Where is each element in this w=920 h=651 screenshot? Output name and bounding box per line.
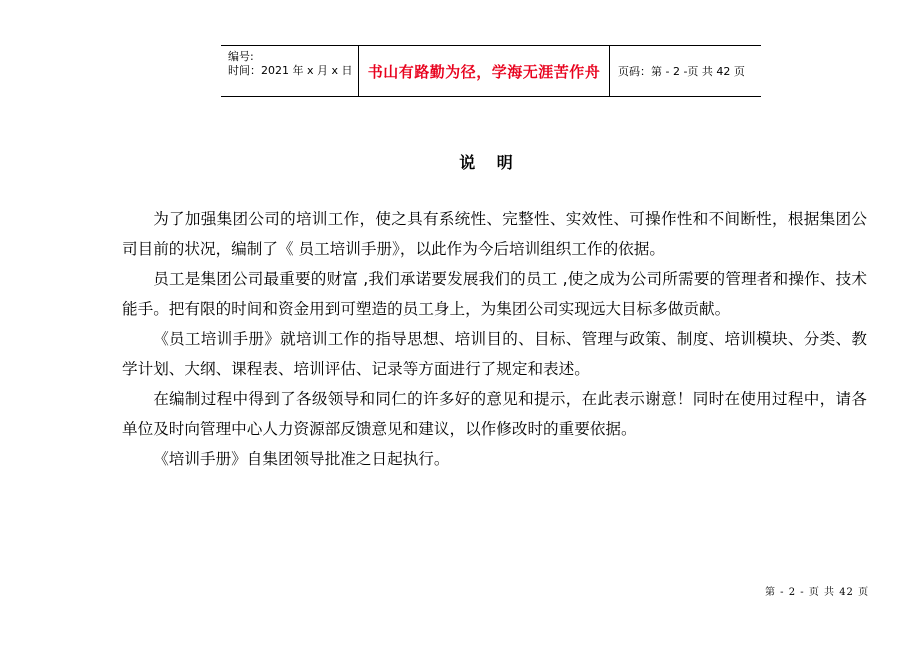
serial-number-label: 编号: <box>228 50 254 63</box>
paragraph: 在编制过程中得到了各级领导和同仁的许多好的意见和提示，在此表示谢意！同时在使用过程中，请各单位及时向管理中心人力资源部反馈意见和建议，以作修改时的重要依据。 <box>122 390 867 438</box>
document-body <box>122 204 867 474</box>
header-page-code: 页码：第 - 2 -页 共 42 页 <box>618 65 745 78</box>
paragraph: 员工是集团公司最重要的财富 ,我们承诺要发展我们的员工 ,使之成为公司所需要的管理者和操作、技术能手。把有限的时间和资金用到可塑造的员工身上，为集团公司实现远大目标多做贡献。 <box>122 270 867 318</box>
page-footer: 第 - 2 - 页 共 42 页 <box>765 587 870 598</box>
date-label: 时间：2021 年 x 月 x 日 <box>228 64 353 77</box>
header-page-cell <box>610 46 761 96</box>
page-header <box>221 45 761 97</box>
motto-text: 书山有路勤为径，学海无涯苦作舟 <box>367 62 601 81</box>
paragraph: 《员工培训手册》就培训工作的指导思想、培训目的、目标、管理与政策、制度、培训模块、分类、教学计划、大纲、课程表、培训评估、记录等方面进行了规定和表述。 <box>122 330 867 378</box>
header-meta-cell <box>221 46 359 96</box>
header-motto-cell <box>359 46 610 96</box>
document-title: 说 明 <box>459 153 521 172</box>
paragraph: 《培训手册》自集团领导批准之日起执行。 <box>153 450 450 468</box>
paragraph: 为了加强集团公司的培训工作，使之具有系统性、完整性、实效性、可操作性和不间断性，根据集团公司目前的状况，编制了《 员工培训手册》，以此作为今后培训组织工作的依据。 <box>122 210 867 258</box>
